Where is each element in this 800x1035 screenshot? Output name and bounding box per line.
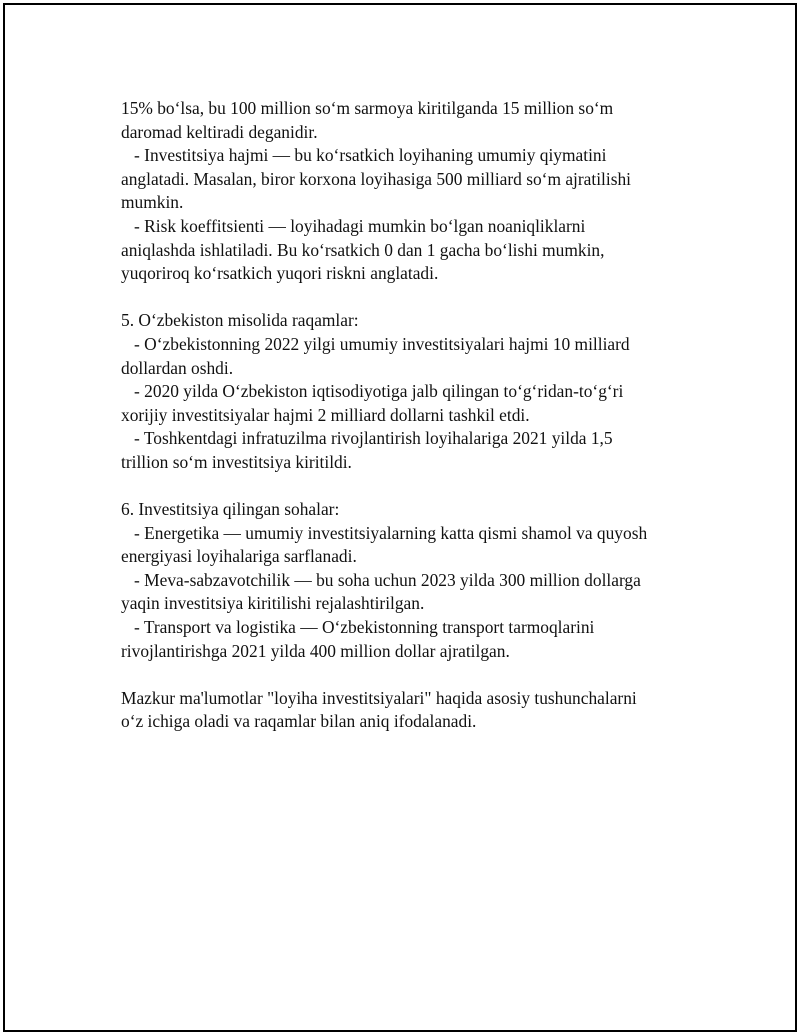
bullet-item <box>121 427 721 474</box>
bullet-item <box>121 215 721 286</box>
text-line: 6. Investitsiya qilingan sohalar: <box>121 499 340 520</box>
section-heading <box>121 309 721 333</box>
paragraph-gap <box>121 475 721 499</box>
bullet-item <box>121 380 721 427</box>
text-line: - Investitsiya hajmi — bu ko‘rsatkich loyihaning umumiy qiymatini <box>121 145 607 166</box>
section-heading <box>121 498 721 522</box>
text-line: aniqlashda ishlatiladi. Bu ko‘rsatkich 0 dan 1 gacha bo‘lishi mumkin, <box>121 239 605 260</box>
text-line: - Risk koeffitsienti — loyihadagi mumkin bo‘lgan noaniqliklarni <box>121 215 586 236</box>
text-line: anglatadi. Masalan, biror korxona loyihasiga 500 milliard so‘m ajratilishi <box>121 168 632 189</box>
text-line: - Toshkentdagi infratuzilma rivojlantirish loyihalariga 2021 yilda 1,5 <box>121 428 613 449</box>
text-line: mumkin. <box>121 192 184 213</box>
text-line: - Transport va logistika — O‘zbekistonning transport tarmoqlarini <box>121 617 595 638</box>
page-frame <box>3 3 797 1032</box>
text-line: 15% bo‘lsa, bu 100 million so‘m sarmoya kiritilganda 15 million so‘m <box>121 98 614 118</box>
paragraph-gap <box>121 663 721 687</box>
bullet-item <box>121 333 721 380</box>
text-line: dollardan oshdi. <box>121 357 234 378</box>
paragraph <box>121 687 721 734</box>
text-line: Mazkur ma'lumotlar "loyiha investitsiyalari" haqida asosiy tushunchalarni <box>121 687 637 708</box>
text-line: o‘z ichiga oladi va raqamlar bilan aniq ifodalanadi. <box>121 711 477 732</box>
text-line: - Meva-sabzavotchilik — bu soha uchun 2023 yilda 300 million dollarga <box>121 569 641 590</box>
paragraph <box>121 97 721 144</box>
text-line: - O‘zbekistonning 2022 yilgi umumiy investitsiyalari hajmi 10 milliard <box>121 333 630 354</box>
text-line: trillion so‘m investitsiya kiritildi. <box>121 451 352 472</box>
bullet-item <box>121 569 721 616</box>
text-line: - 2020 yilda O‘zbekiston iqtisodiyotiga jalb qilingan to‘g‘ridan-to‘g‘ri <box>121 381 624 402</box>
text-line: rivojlantirishga 2021 yilda 400 million dollar ajratilgan. <box>121 640 510 661</box>
paragraph-gap <box>121 286 721 310</box>
text-line: xorijiy investitsiyalar hajmi 2 milliard dollarni tashkil etdi. <box>121 404 530 425</box>
text-line: yaqin investitsiya kiritilishi rejalashtirilgan. <box>121 593 425 614</box>
bullet-item <box>121 522 721 569</box>
bullet-item <box>121 144 721 215</box>
text-line: - Energetika — umumiy investitsiyalarning katta qismi shamol va quyosh <box>121 522 648 543</box>
text-line: yuqoriroq ko‘rsatkich yuqori riskni anglatadi. <box>121 263 439 284</box>
text-line: daromad keltiradi deganidir. <box>121 121 318 142</box>
text-line: 5. O‘zbekiston misolida raqamlar: <box>121 310 359 331</box>
bullet-item <box>121 616 721 663</box>
document-body <box>121 97 721 734</box>
text-line: energiyasi loyihalariga sarflanadi. <box>121 546 357 567</box>
